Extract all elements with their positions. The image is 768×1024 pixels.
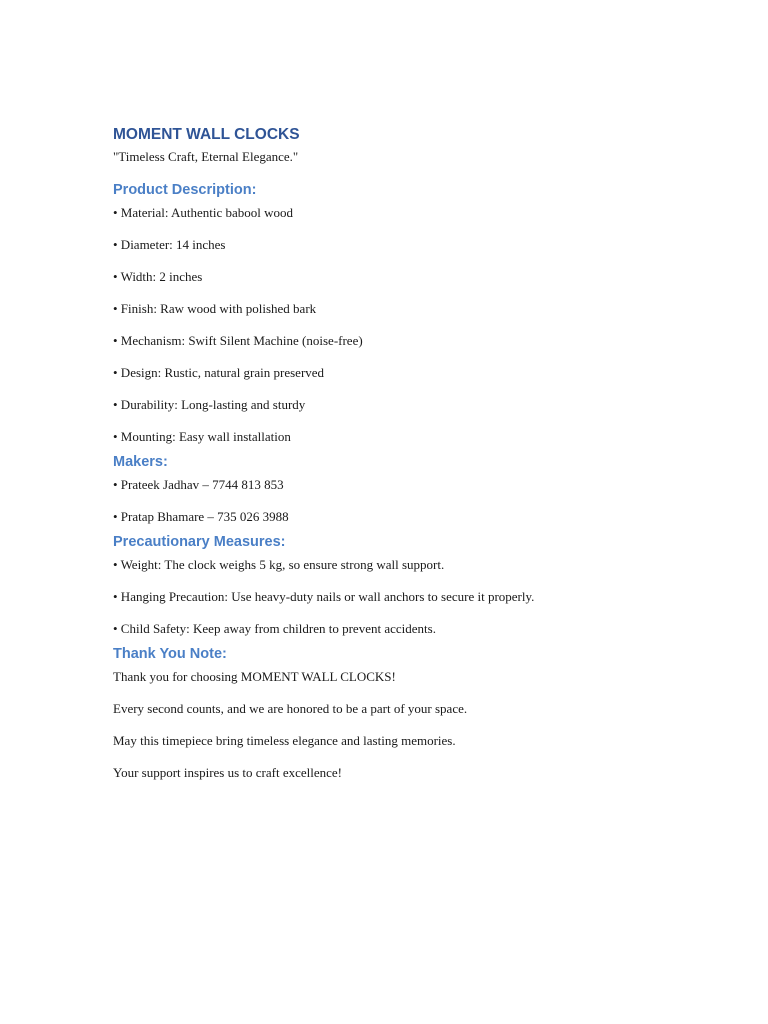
product-item-durability: • Durability: Long-lasting and sturdy (113, 397, 306, 412)
maker-item: • Pratap Bhamare – 735 026 3988 (113, 509, 289, 524)
thank-you-line: Every second counts, and we are honored to be a part of your space. (113, 701, 468, 716)
precaution-item-weight: • Weight: The clock weighs 5 kg, so ensure strong wall support. (113, 557, 445, 572)
product-item-material: • Material: Authentic babool wood (113, 205, 294, 220)
product-item-diameter: • Diameter: 14 inches (113, 237, 226, 252)
heading-precautionary-measures: Precautionary Measures: (113, 534, 286, 550)
document-tagline: "Timeless Craft, Eternal Elegance." (113, 149, 299, 164)
product-item-mechanism: • Mechanism: Swift Silent Machine (noise-free) (113, 333, 363, 348)
thank-you-line: Thank you for choosing MOMENT WALL CLOCKS! (113, 669, 396, 684)
product-item-finish: • Finish: Raw wood with polished bark (113, 301, 317, 316)
thank-you-line: Your support inspires us to craft excellence! (113, 765, 343, 780)
product-item-mounting: • Mounting: Easy wall installation (113, 429, 291, 444)
document-title: MOMENT WALL CLOCKS (113, 126, 300, 143)
precaution-item-hanging: • Hanging Precaution: Use heavy-duty nails or wall anchors to secure it properly. (113, 589, 535, 604)
product-item-width: • Width: 2 inches (113, 269, 203, 284)
product-item-design: • Design: Rustic, natural grain preserved (113, 365, 325, 380)
heading-thank-you-note: Thank You Note: (113, 646, 227, 662)
heading-makers: Makers: (113, 454, 168, 470)
heading-product-description: Product Description: (113, 182, 257, 198)
maker-item: • Prateek Jadhav – 7744 813 853 (113, 477, 284, 492)
precaution-item-child-safety: • Child Safety: Keep away from children to prevent accidents. (113, 621, 436, 636)
thank-you-line: May this timepiece bring timeless elegance and lasting memories. (113, 733, 456, 748)
document-page (113, 124, 733, 786)
